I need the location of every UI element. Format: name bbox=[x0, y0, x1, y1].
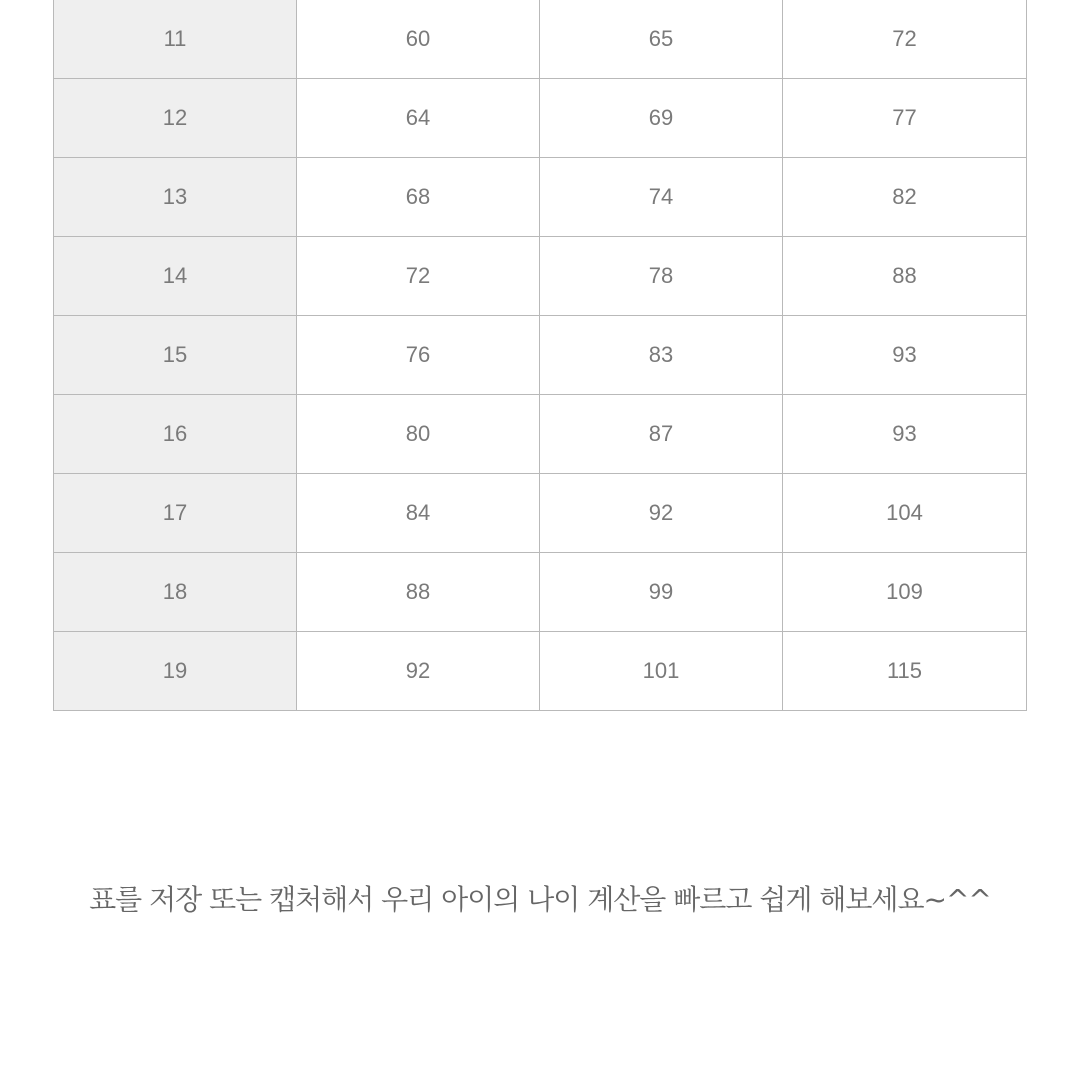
table-cell: 18 bbox=[54, 553, 297, 632]
table-row bbox=[54, 79, 1027, 158]
table-row bbox=[54, 395, 1027, 474]
table-cell: 93 bbox=[783, 316, 1027, 395]
table-cell: 101 bbox=[540, 632, 783, 711]
table-cell: 16 bbox=[54, 395, 297, 474]
table-cell: 93 bbox=[783, 395, 1027, 474]
table-cell: 69 bbox=[540, 79, 783, 158]
age-table-container bbox=[53, 0, 1026, 711]
table-cell: 104 bbox=[783, 474, 1027, 553]
table-cell: 19 bbox=[54, 632, 297, 711]
table-cell: 77 bbox=[783, 79, 1027, 158]
table-cell: 78 bbox=[540, 237, 783, 316]
table-cell: 72 bbox=[783, 0, 1027, 79]
table-row bbox=[54, 632, 1027, 711]
table-row bbox=[54, 316, 1027, 395]
table-cell: 76 bbox=[297, 316, 540, 395]
table-cell: 115 bbox=[783, 632, 1027, 711]
table-cell: 15 bbox=[54, 316, 297, 395]
table-row bbox=[54, 553, 1027, 632]
table-row bbox=[54, 0, 1027, 79]
table-row bbox=[54, 474, 1027, 553]
table-cell: 17 bbox=[54, 474, 297, 553]
caption-text: 표를 저장 또는 캡처해서 우리 아이의 나이 계산을 빠르고 쉽게 해보세요~^^ bbox=[89, 883, 991, 916]
table-cell: 74 bbox=[540, 158, 783, 237]
age-conversion-table bbox=[53, 0, 1027, 711]
table-cell: 60 bbox=[297, 0, 540, 79]
table-cell: 84 bbox=[297, 474, 540, 553]
table-cell: 92 bbox=[540, 474, 783, 553]
table-cell: 88 bbox=[297, 553, 540, 632]
table-cell: 65 bbox=[540, 0, 783, 79]
table-cell: 14 bbox=[54, 237, 297, 316]
table-cell: 13 bbox=[54, 158, 297, 237]
table-row bbox=[54, 158, 1027, 237]
table-cell: 88 bbox=[783, 237, 1027, 316]
table-cell: 64 bbox=[297, 79, 540, 158]
table-cell: 68 bbox=[297, 158, 540, 237]
table-cell: 92 bbox=[297, 632, 540, 711]
table-cell: 11 bbox=[54, 0, 297, 79]
table-cell: 82 bbox=[783, 158, 1027, 237]
table-cell: 12 bbox=[54, 79, 297, 158]
table-cell: 83 bbox=[540, 316, 783, 395]
table-cell: 109 bbox=[783, 553, 1027, 632]
table-row bbox=[54, 237, 1027, 316]
table-cell: 99 bbox=[540, 553, 783, 632]
table-cell: 72 bbox=[297, 237, 540, 316]
table-cell: 80 bbox=[297, 395, 540, 474]
table-cell: 87 bbox=[540, 395, 783, 474]
